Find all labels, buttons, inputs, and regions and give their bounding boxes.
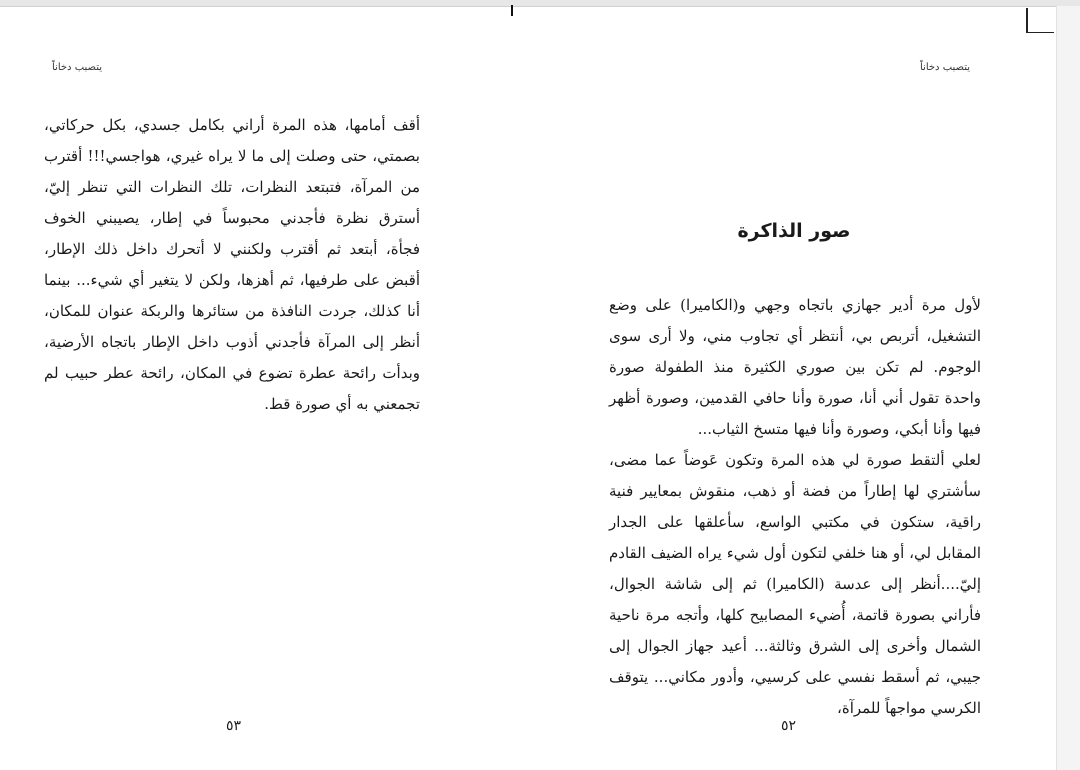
page-body-text	[609, 290, 981, 724]
chapter-title: صور الذاكرة	[737, 220, 851, 242]
paragraph: لأول مرة أدير جهازي باتجاه وجهي و(الكاميرا) على وضع التشغيل، أتربص بي، أنتظر أي تجاوب مني، ولا أرى سوى الوجوم. لم تكن بين صوري الكثيرة منذ الطفولة صورة واحدة تقول أني أنا، صورة وأنا حافي القدمين، وصورة أظهر فيها وأنا أبكي، وصورة وأنا فيها متسخ الثياب...	[609, 296, 981, 438]
vertical-scrollbar[interactable]	[1056, 6, 1080, 770]
page-number: ٥٢	[781, 718, 797, 734]
running-header: يتصبب دخاناً	[52, 62, 102, 73]
page-number: ٥٣	[226, 718, 242, 734]
page-body-text	[44, 110, 420, 420]
left-page	[0, 6, 510, 770]
paragraph: أقف أمامها، هذه المرة أراني بكامل جسدي، بكل حركاتي، بصمتي، حتى وصلت إلى ما لا يراه غيري، هواجسي!!! أقترب من المرآة، فتبتعد النظرات، تلك النظرات التي تنظر إليّ، أسترق نظرة فأجدني محبوساً في إطار، يصيبني الخوف فجأة، أبتعد ثم أقترب ولكنني لا أتحرك داخل ذلك الإطار، أقبض على طرفيها، ثم أهزها، ولكن لا يتغير أي شيء... بينما أنا كذلك، جردت النافذة من ستائرها والربكة عنوان للمكان، أنظر إلى المرآة فأجدني أذوب داخل الإطار باتجاه الأرضية، وبدأت رائحة عطرة تضوع في المكان، رائحة عطر حبيب لم تجمعني به أي صورة قط.	[44, 116, 420, 413]
paragraph: لعلي ألتقط صورة لي هذه المرة وتكون عَوضاً عما مضى، سأشتري لها إطاراً من فضة أو ذهب، منقوش بمعايير فنية راقية، ستكون في مكتبي الواسع، سأعلقها على الجدار المقابل لي، أو هنا خلفي لتكون أول شيء يراه الضيف القادم إليّ....أنظر إلى عدسة (الكاميرا) ثم إلى شاشة الجوال، فأراني بصورة قاتمة، أُضيء المصابيح كلها، وأتجه مرة ناحية الشمال وأخرى إلى الشرق وثالثة... أعيد جهاز الجوال إلى جيبي، ثم أسقط نفسي على كرسيي، وأدور مكاني... يتوقف الكرسي مواجهاً للمرآة،	[609, 451, 981, 717]
running-header: يتصبب دخاناً	[920, 62, 970, 73]
right-page	[512, 6, 1054, 770]
